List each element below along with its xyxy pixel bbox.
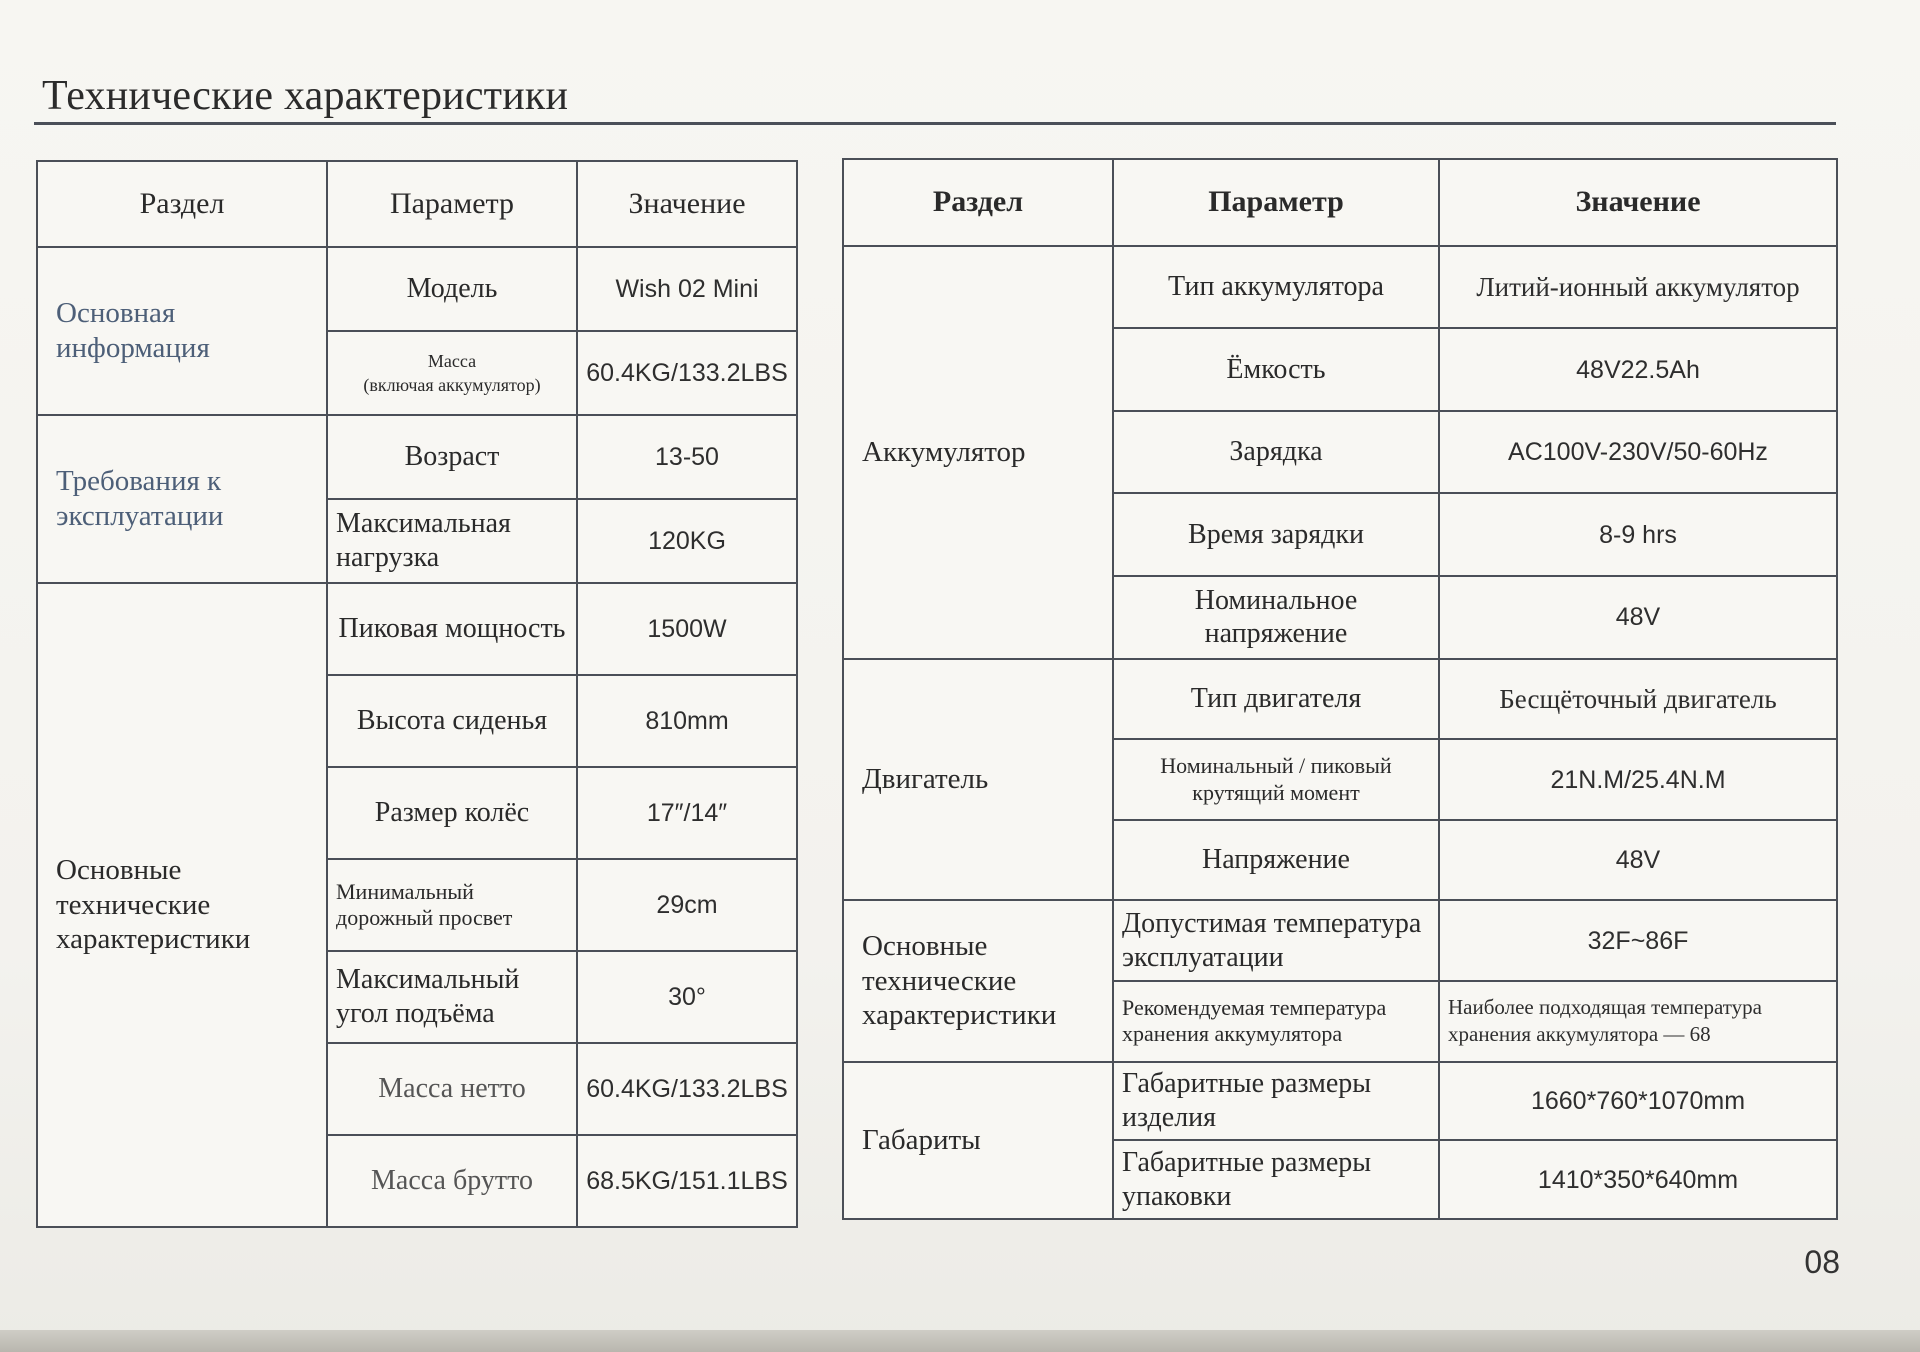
param-cell: Зарядка	[1113, 411, 1439, 494]
param-cell: Масса нетто	[327, 1043, 577, 1135]
param-cell: Номинальное напряжение	[1113, 576, 1439, 659]
param-cell: Габаритные размеры изделия	[1113, 1062, 1439, 1141]
param-cell: Модель	[327, 247, 577, 331]
param-cell: Габаритные размеры упаковки	[1113, 1140, 1439, 1219]
page-edge	[0, 1330, 1920, 1352]
value-cell: 21N.M/25.4N.M	[1439, 739, 1837, 820]
value-cell: 48V22.5Ah	[1439, 328, 1837, 411]
section-battery: Аккумулятор	[843, 246, 1113, 659]
param-line-note: (включая аккумулятор)	[363, 375, 541, 395]
table-row	[843, 659, 1837, 740]
page-title: Технические характеристики	[42, 73, 569, 119]
table-row	[37, 415, 797, 499]
title-divider	[34, 122, 1836, 125]
value-cell: Wish 02 Mini	[577, 247, 797, 331]
table-header-row	[37, 161, 797, 247]
param-cell: Максимальная нагрузка	[327, 499, 577, 583]
value-cell: 1410*350*640mm	[1439, 1140, 1837, 1219]
table-header-row	[843, 159, 1837, 246]
value-cell: 32F~86F	[1439, 900, 1837, 981]
param-cell: Время зарядки	[1113, 493, 1439, 576]
param-cell: Номинальный / пиковый крутящий момент	[1113, 739, 1439, 820]
value-cell: 1500W	[577, 583, 797, 675]
header-value: Значение	[577, 161, 797, 247]
spec-table-right	[842, 158, 1838, 1220]
param-cell: Рекомендуемая температура хранения аккумулятора	[1113, 981, 1439, 1062]
table-row	[843, 900, 1837, 981]
value-cell: Наиболее подходящая температура хранения аккумулятора — 68	[1439, 981, 1837, 1062]
param-cell: Напряжение	[1113, 820, 1439, 901]
section-main-specs: Основные технические характеристики	[37, 583, 327, 1227]
value-cell: 1660*760*1070mm	[1439, 1062, 1837, 1141]
header-parameter: Параметр	[1113, 159, 1439, 246]
param-cell: Масса брутто	[327, 1135, 577, 1227]
value-cell: 48V	[1439, 820, 1837, 901]
section-operating-requirements: Требования к эксплуатации	[37, 415, 327, 583]
param-cell: Пиковая мощность	[327, 583, 577, 675]
param-cell: Тип аккумулятора	[1113, 246, 1439, 329]
param-cell: Допустимая температура эксплуатации	[1113, 900, 1439, 981]
table-row	[37, 583, 797, 675]
param-cell: Возраст	[327, 415, 577, 499]
table-row	[843, 246, 1837, 329]
param-cell: Высота сиденья	[327, 675, 577, 767]
value-cell: 60.4KG/133.2LBS	[577, 331, 797, 415]
value-cell: Бесщёточный двигатель	[1439, 659, 1837, 740]
spec-table-left	[36, 160, 798, 1228]
value-cell: AC100V-230V/50-60Hz	[1439, 411, 1837, 494]
value-cell: 29cm	[577, 859, 797, 951]
section-main-specs: Основные технические характеристики	[843, 900, 1113, 1061]
param-cell: Тип двигателя	[1113, 659, 1439, 740]
value-cell: 68.5KG/151.1LBS	[577, 1135, 797, 1227]
header-section: Раздел	[843, 159, 1113, 246]
value-cell: 30°	[577, 951, 797, 1043]
value-cell: Литий-ионный аккумулятор	[1439, 246, 1837, 329]
param-cell: Размер колёс	[327, 767, 577, 859]
param-line: Масса	[427, 350, 477, 371]
header-section: Раздел	[37, 161, 327, 247]
param-cell: Максимальный угол подъёма	[327, 951, 577, 1043]
value-cell: 60.4KG/133.2LBS	[577, 1043, 797, 1135]
table-row	[37, 247, 797, 331]
value-cell: 13-50	[577, 415, 797, 499]
value-cell: 48V	[1439, 576, 1837, 659]
param-cell: Минимальный дорожный просвет	[327, 859, 577, 951]
value-cell: 8-9 hrs	[1439, 493, 1837, 576]
section-basic-info: Основная информация	[37, 247, 327, 415]
header-parameter: Параметр	[327, 161, 577, 247]
section-dimensions: Габариты	[843, 1062, 1113, 1219]
table-row	[843, 1062, 1837, 1141]
value-cell: 17″/14″	[577, 767, 797, 859]
page-number: 08	[1804, 1244, 1840, 1280]
value-cell: 810mm	[577, 675, 797, 767]
header-value: Значение	[1439, 159, 1837, 246]
value-cell: 120KG	[577, 499, 797, 583]
section-motor: Двигатель	[843, 659, 1113, 901]
param-cell	[327, 331, 577, 415]
param-cell: Ёмкость	[1113, 328, 1439, 411]
